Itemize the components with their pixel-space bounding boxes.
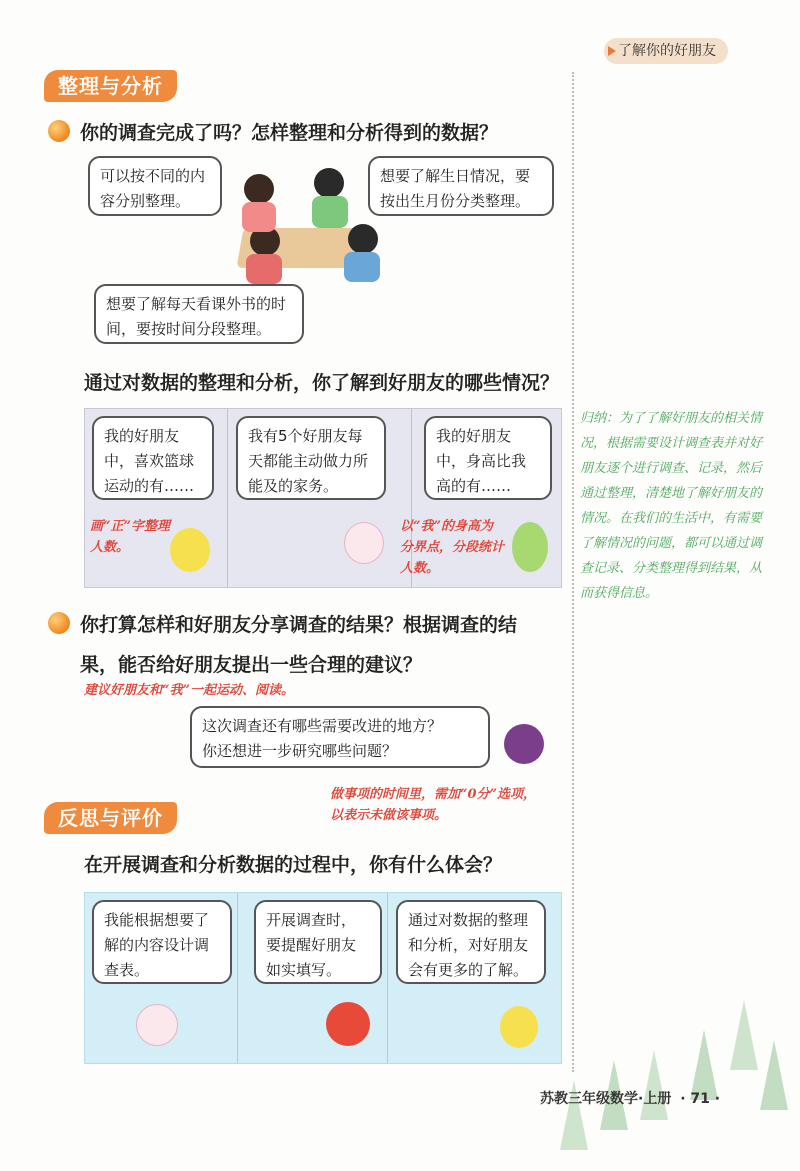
improvement-line2: 你还想进一步研究哪些问题？ [202, 742, 398, 760]
question-2: 通过对数据的整理和分析，你了解到好朋友的哪些情况？ [84, 372, 560, 394]
question-3-line1: 你打算怎样和好朋友分享调查的结果？根据调查的结 [80, 614, 518, 636]
section-title-reflect: 反思与评价 [44, 802, 177, 834]
triangle-icon [608, 46, 616, 56]
speech-bubble: 我有5个好朋友每天都能主动做力所能及的家务。 [236, 416, 386, 500]
speech-bubble: 想要了解每天看课外书的时间，要按时间分段整理。 [94, 284, 304, 344]
speech-bubble: 可以按不同的内容分别整理。 [88, 156, 222, 216]
annotation-tally: 画“正”字整理人数。 [90, 519, 170, 555]
improvement-note-line1: 做事项的时间里，需加“0分”选项， [330, 787, 537, 802]
bullet-icon [48, 612, 70, 634]
speech-bubble: 我的好朋友中，喜欢篮球运动的有…… [92, 416, 214, 500]
lemon-mascot [500, 1006, 538, 1048]
question-3-answer: 建议好朋友和“我”一起运动、阅读。 [84, 683, 294, 698]
question-3-line2: 果，能否给好朋友提出一些合理的建议？ [80, 654, 423, 676]
footer [540, 1088, 720, 1108]
speech-bubble: 我能根据想要了解的内容设计调查表。 [92, 900, 232, 984]
improvement-note-line2: 以表示未做该事项。 [330, 808, 448, 823]
question-4: 在开展调查和分析数据的过程中，你有什么体会？ [84, 854, 503, 876]
section-title-organize: 整理与分析 [44, 70, 177, 102]
tree-decoration [640, 1050, 668, 1120]
speech-bubble: 通过对数据的整理和分析，对好朋友会有更多的了解。 [396, 900, 546, 984]
speech-bubble: 我的好朋友中，身高比我高的有…… [424, 416, 552, 500]
margin-divider [572, 72, 574, 1072]
pear-mascot [512, 522, 548, 572]
peach-mascot [344, 522, 384, 564]
tomato-mascot [326, 1002, 370, 1046]
bullet-icon [48, 120, 70, 142]
tree-decoration [760, 1040, 788, 1110]
question-1: 你的调查完成了吗？怎样整理和分析得到的数据？ [80, 122, 499, 144]
improvement-note [330, 784, 566, 826]
speech-bubble: 开展调查时，要提醒好朋友如实填写。 [254, 900, 382, 984]
lemon-mascot [170, 528, 210, 572]
speech-bubble: 想要了解生日情况，要按出生月份分类整理。 [368, 156, 554, 216]
improvement-bubble [190, 706, 490, 768]
annotation-height: 以“我”的身高为分界点，分段统计人数。 [400, 519, 505, 576]
peach-mascot [136, 1004, 178, 1046]
chapter-tag [604, 38, 728, 64]
sidebar-summary-note: 归纳：为了了解好朋友的相关情况，根据需要设计调查表并对好朋友逐个进行调查、记录，然后通过整理，清楚地了解好朋友的情况。在我们的生活中，有需要了解情况的问题，都可以通过调查记录、分类整理得到结果，从而获得信息。 [580, 411, 763, 601]
chapter-tag-label: 了解你的好朋友 [618, 43, 716, 59]
mangosteen-mascot [504, 724, 544, 764]
page-number: · 71 · [680, 1091, 721, 1107]
tree-decoration [730, 1000, 758, 1070]
improvement-line1: 这次调查还有哪些需要改进的地方？ [202, 717, 443, 735]
footer-book-title: 苏教三年级数学·上册 [540, 1091, 672, 1107]
